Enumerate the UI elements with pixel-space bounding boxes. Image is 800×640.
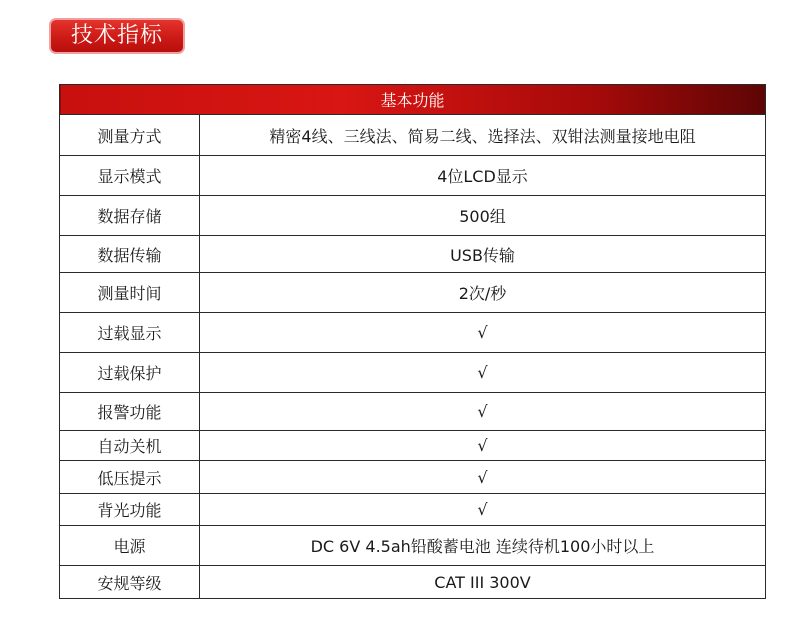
table-row bbox=[60, 196, 766, 236]
table-row bbox=[60, 526, 766, 566]
spec-value: √ bbox=[200, 353, 766, 393]
table-row bbox=[60, 156, 766, 196]
spec-table bbox=[59, 84, 766, 599]
spec-value: √ bbox=[200, 393, 766, 431]
table-row bbox=[60, 115, 766, 156]
spec-label: 安规等级 bbox=[60, 566, 200, 599]
table-row bbox=[60, 431, 766, 461]
spec-value: √ bbox=[200, 494, 766, 526]
spec-label: 数据传输 bbox=[60, 236, 200, 273]
spec-label: 电源 bbox=[60, 526, 200, 566]
spec-value: DC 6V 4.5ah铅酸蓄电池 连续待机100小时以上 bbox=[200, 526, 766, 566]
spec-value: USB传输 bbox=[200, 236, 766, 273]
table-header-row bbox=[60, 85, 766, 115]
spec-label: 过载显示 bbox=[60, 313, 200, 353]
table-row bbox=[60, 393, 766, 431]
spec-label: 自动关机 bbox=[60, 431, 200, 461]
spec-value: 4位LCD显示 bbox=[200, 156, 766, 196]
spec-value: 精密4线、三线法、简易二线、选择法、双钳法测量接地电阻 bbox=[200, 115, 766, 156]
table-header: 基本功能 bbox=[60, 85, 766, 115]
table-row bbox=[60, 461, 766, 494]
spec-value: 2次/秒 bbox=[200, 273, 766, 313]
spec-label: 背光功能 bbox=[60, 494, 200, 526]
spec-label: 报警功能 bbox=[60, 393, 200, 431]
table-row bbox=[60, 494, 766, 526]
table-row bbox=[60, 313, 766, 353]
spec-label: 数据存储 bbox=[60, 196, 200, 236]
spec-label: 测量方式 bbox=[60, 115, 200, 156]
table-row bbox=[60, 353, 766, 393]
table-row bbox=[60, 236, 766, 273]
table-body bbox=[60, 115, 766, 599]
table-row bbox=[60, 273, 766, 313]
spec-value: √ bbox=[200, 461, 766, 494]
spec-value: CAT III 300V bbox=[200, 566, 766, 599]
spec-label: 过载保护 bbox=[60, 353, 200, 393]
spec-label: 显示模式 bbox=[60, 156, 200, 196]
spec-value: √ bbox=[200, 431, 766, 461]
spec-label: 低压提示 bbox=[60, 461, 200, 494]
section-title-badge: 技术指标 bbox=[49, 18, 185, 54]
table-row bbox=[60, 566, 766, 599]
spec-value: √ bbox=[200, 313, 766, 353]
spec-label: 测量时间 bbox=[60, 273, 200, 313]
spec-value: 500组 bbox=[200, 196, 766, 236]
